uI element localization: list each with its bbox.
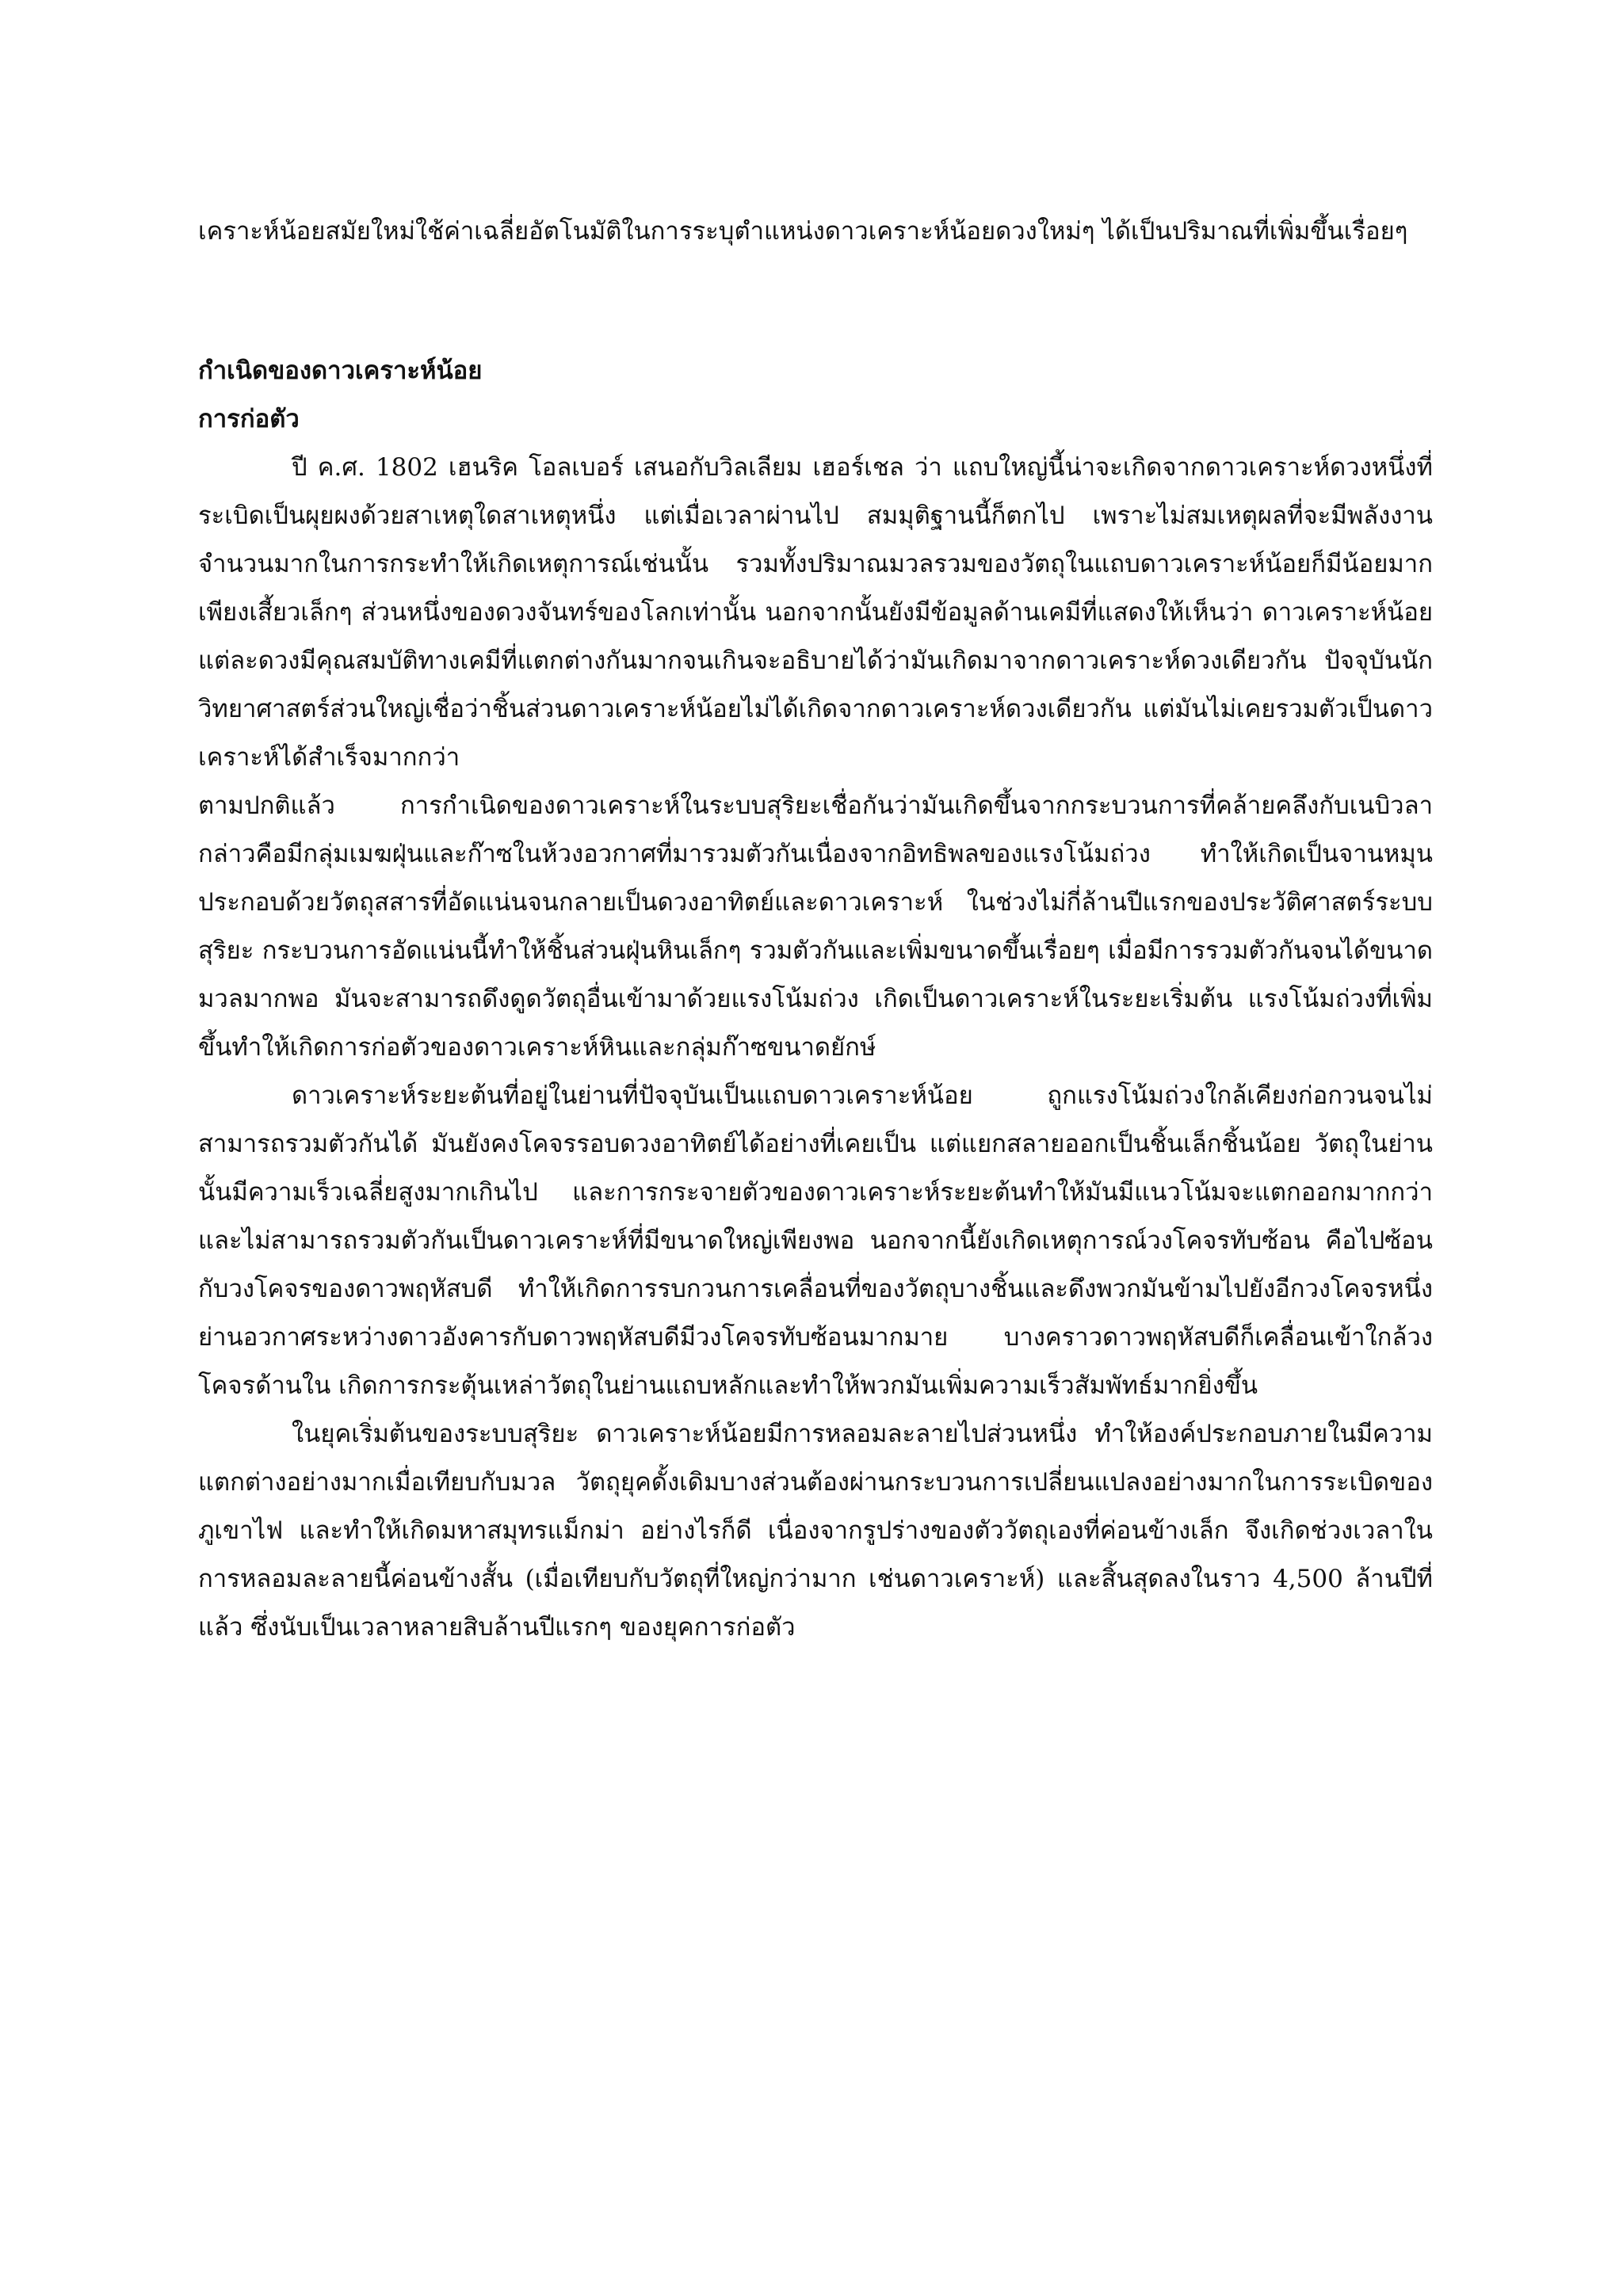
paragraph-jupiter-resonance: ดาวเคราะห์ระยะต้นที่อยู่ในย่านที่ปัจจุบันเป็นแถบดาวเคราะห์น้อย ถูกแรงโน้มถ่วงใกล้เคียงก่อกวนจนไม่สามารถรวมตัวกันได้ มันยังคงโคจรรอบดวงอาทิตย์ได้อย่างที่เคยเป็น แต่แยกสลายออกเป็นชิ้นเล็กชิ้นน้อย วัตถุในย่านนั้นมีความเร็วเฉลี่ยสูงมากเกินไป และการกระจายตัวของดาวเคราะห์ระยะต้นทำให้มันมีแนวโน้มจะแตกออกมากกว่า และไม่สามารถรวมตัวกันเป็นดาวเคราะห์ที่มีขนาดใหญ่เพียงพอ นอกจากนี้ยังเกิดเหตุการณ์วงโคจรทับซ้อน คือไปซ้อนกับวงโคจรของดาวพฤหัสบดี ทำให้เกิดการรบกวนการเคลื่อนที่ของวัตถุบางชิ้นและดึงพวกมันข้ามไปยังอีกวงโคจรหนึ่ง ย่านอวกาศระหว่างดาวอังคารกับดาวพฤหัสบดีมีวงโคจรทับซ้อนมากมาย บางคราวดาวพฤหัสบดีก็เคลื่อนเข้าใกล้วงโคจรด้านใน เกิดการกระตุ้นเหล่าวัตถุในย่านแถบหลักและทำให้พวกมันเพิ่มความเร็วสัมพัทธ์มากยิ่งขึ้น — [198, 1081, 1433, 1400]
section-subheading: การก่อตัว — [198, 405, 300, 433]
paragraph-early-melting: ในยุคเริ่มต้นของระบบสุริยะ ดาวเคราะห์น้อยมีการหลอมละลายไปส่วนหนึ่ง ทำให้องค์ประกอบภายในมีความแตกต่างอย่างมากเมื่อเทียบกับมวล วัตถุยุคดั้งเดิมบางส่วนต้องผ่านกระบวนการเปลี่ยนแปลงอย่างมากในการระเบิดของภูเขาไฟ และทำให้เกิดมหาสมุทรแม็กม่า อย่างไรก็ดี เนื่องจากรูปร่างของตัววัตถุเองที่ค่อนข้างเล็ก จึงเกิดช่วงเวลาในการหลอมละลายนี้ค่อนข้างสั้น (เมื่อเทียบกับวัตถุที่ใหญ่กว่ามาก เช่นดาวเคราะห์) และสิ้นสุดลงในราว 4,500 ล้านปีที่แล้ว ซึ่งนับเป็นเวลาหลายสิบล้านปีแรกๆ ของยุคการก่อตัว — [198, 1420, 1433, 1642]
document-page — [198, 208, 1433, 1652]
paragraph-nebular-formation: ตามปกติแล้ว การกำเนิดของดาวเคราะห์ในระบบสุริยะเชื่อกันว่ามันเกิดขึ้นจากกระบวนการที่คล้ายคลึงกับเนบิวลา กล่าวคือมีกลุ่มเมฆฝุ่นและก๊าซในห้วงอวกาศที่มารวมตัวกันเนื่องจากอิทธิพลของแรงโน้มถ่วง ทำให้เกิดเป็นจานหมุนประกอบด้วยวัตถุสสารที่อัดแน่นจนกลายเป็นดวงอาทิตย์และดาวเคราะห์ ในช่วงไม่กี่ล้านปีแรกของประวัติศาสตร์ระบบสุริยะ กระบวนการอัดแน่นนี้ทำให้ชิ้นส่วนฝุ่นหินเล็กๆ รวมตัวกันและเพิ่มขนาดขึ้นเรื่อยๆ เมื่อมีการรวมตัวกันจนได้ขนาดมวลมากพอ มันจะสามารถดึงดูดวัตถุอื่นเข้ามาด้วยแรงโน้มถ่วง เกิดเป็นดาวเคราะห์ในระยะเริ่มต้น แรงโน้มถ่วงที่เพิ่มขึ้นทำให้เกิดการก่อตัวของดาวเคราะห์หินและกลุ่มก๊าซขนาดยักษ์ — [198, 791, 1433, 1062]
paragraph-olbers-hypothesis: ปี ค.ศ. 1802 เฮนริค โอลเบอร์ เสนอกับวิลเลียม เฮอร์เชล ว่า แถบใหญ่นี้น่าจะเกิดจากดาวเคราะห์ดวงหนึ่งที่ระเบิดเป็นผุยผงด้วยสาเหตุใดสาเหตุหนึ่ง แต่เมื่อเวลาผ่านไป สมมุติฐานนี้ก็ตกไป เพราะไม่สมเหตุผลที่จะมีพลังงานจำนวนมากในการกระทำให้เกิดเหตุการณ์เช่นนั้น รวมทั้งปริมาณมวลรวมของวัตถุในแถบดาวเคราะห์น้อยก็มีน้อยมาก เพียงเสี้ยวเล็กๆ ส่วนหนึ่งของดวงจันทร์ของโลกเท่านั้น นอกจากนั้นยังมีข้อมูลด้านเคมีที่แสดงให้เห็นว่า ดาวเคราะห์น้อยแต่ละดวงมีคุณสมบัติทางเคมีที่แตกต่างกันมากจนเกินจะอธิบายได้ว่ามันเกิดมาจากดาวเคราะห์ดวงเดียวกัน ปัจจุบันนักวิทยาศาสตร์ส่วนใหญ่เชื่อว่าชิ้นส่วนดาวเคราะห์น้อยไม่ได้เกิดจากดาวเคราะห์ดวงเดียวกัน แต่มันไม่เคยรวมตัวเป็นดาวเคราะห์ได้สำเร็จมากกว่า — [198, 453, 1433, 772]
intro-paragraph: เคราะห์น้อยสมัยใหม่ใช้ค่าเฉลี่ยอัตโนมัติในการระบุตำแหน่งดาวเคราะห์น้อยดวงใหม่ๆ ได้เป็นปริมาณที่เพิ่มขึ้นเรื่อยๆ — [198, 217, 1408, 246]
section-heading: กำเนิดของดาวเคราะห์น้อย — [198, 357, 483, 385]
